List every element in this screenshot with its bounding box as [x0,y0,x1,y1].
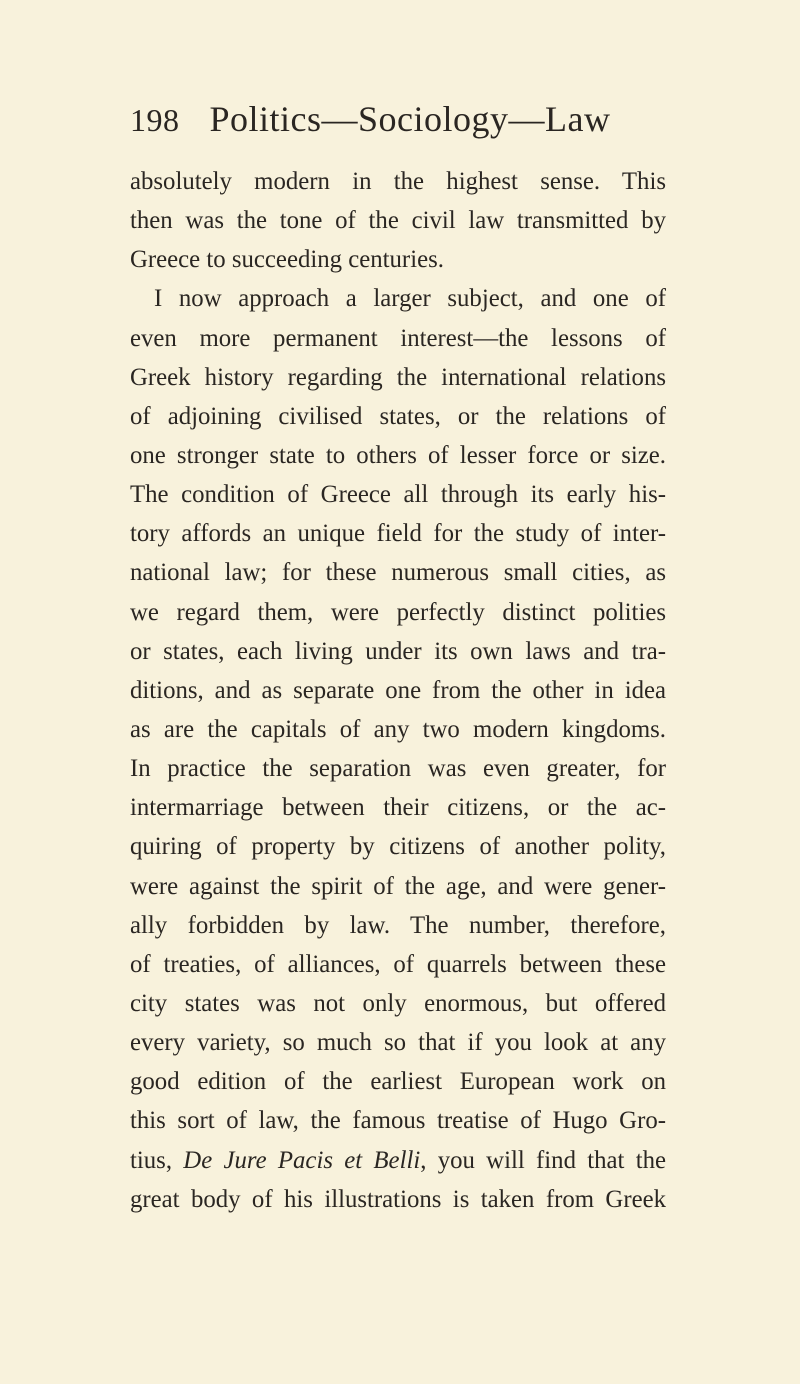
text-fragment: , you will find that the [420,1146,666,1174]
page-number: 198 [130,102,180,138]
text-line-with-title [130,1141,666,1180]
text-line: then was the tone of the civil law transmitted by [130,207,666,235]
text-fragment: tius, [130,1146,184,1174]
text-line: Greece to succeeding centuries. [130,246,444,274]
text-line: great body of his illustrations is taken from Greek [130,1185,666,1213]
text-line: as are the capitals of any two modern kingdoms. [130,715,666,743]
running-title: Politics—Sociology—Law [209,99,611,139]
text-line: absolutely modern in the highest sense. This [130,168,666,195]
text-line: we regard them, were perfectly distinct polities [130,598,666,626]
body-text [130,162,666,1219]
text-line: Greek history regarding the international relations [130,363,666,391]
page-header [130,98,670,142]
text-line: even more permanent interest—the lessons of [130,324,666,352]
text-line: national law; for these numerous small cities, as [130,559,666,587]
text-line: intermarriage between their citizens, or the ac- [130,794,666,822]
text-line: The condition of Greece all through its early his- [130,481,666,509]
text-line: one stronger state to others of lesser force or size. [130,441,666,469]
text-line: ditions, and as separate one from the other in idea [130,676,666,704]
text-line: In practice the separation was even greater, for [130,755,666,783]
text-line: tory affords an unique field for the study of inter- [130,520,666,548]
text-line: or states, each living under its own laws and tra- [130,637,666,665]
text-line: of adjoining civilised states, or the relations of [130,402,666,430]
text-line: good edition of the earliest European work on [130,1068,666,1096]
text-line: I now approach a larger subject, and one of [154,285,666,313]
book-title-italic: De Jure Pacis et Belli [183,1146,421,1174]
text-line: were against the spirit of the age, and were gener- [130,872,666,900]
text-line: ally forbidden by law. The number, therefore, [130,911,666,939]
text-line: this sort of law, the famous treatise of Hugo Gro- [130,1107,666,1135]
text-line: quiring of property by citizens of another polity, [130,833,666,861]
text-line: city states was not only enormous, but offered [130,989,666,1017]
text-line: of treaties, of alliances, of quarrels between these [130,950,666,978]
text-line: every variety, so much so that if you look at any [130,1029,666,1057]
